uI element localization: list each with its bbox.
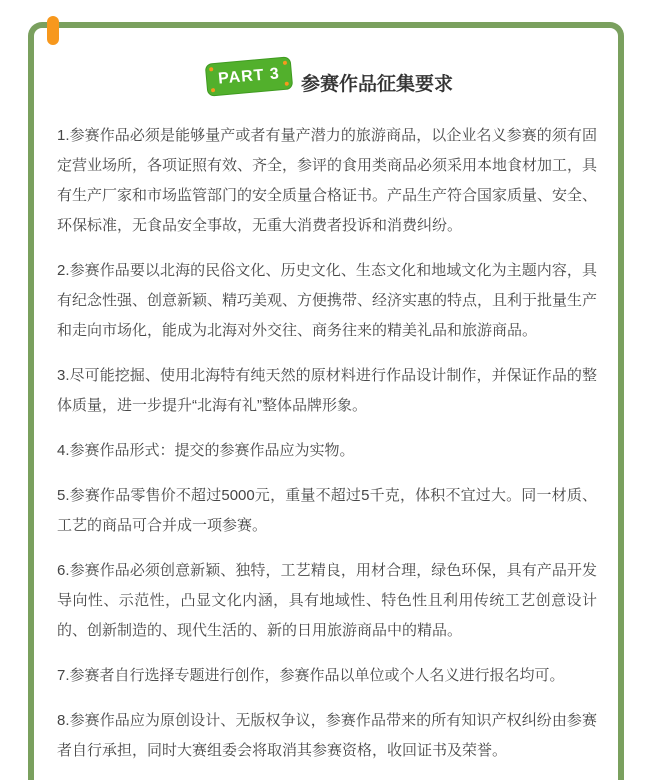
requirement-paragraph-6: 6.参赛作品必须创意新颖、独特，工艺精良，用材合理，绿色环保，具有产品开发导向性、示范性，凸显文化内涵，具有地域性、特色性且利用传统工艺创意设计的、创新制造的、现代生活的、新的日用旅游商品中的精品。 — [57, 562, 597, 639]
requirement-paragraph-3: 3.尽可能挖掘、使用北海特有纯天然的原材料进行作品设计制作，并保证作品的整体质量，进一步提升“北海有礼”整体品牌形象。 — [57, 367, 597, 414]
section-title: 参赛作品征集要求 — [301, 74, 454, 95]
requirement-paragraph-4: 4.参赛作品形式：提交的参赛作品应为实物。 — [57, 442, 355, 459]
requirement-paragraph-5: 5.参赛作品零售价不超过5000元，重量不超过5千克，体积不宜过大。同一材质、工艺的商品可合并成一项参赛。 — [57, 487, 597, 534]
orange-capsule-icon — [47, 16, 59, 45]
part-badge-label: PART 3 — [217, 64, 281, 88]
corner-dot-icon — [209, 67, 213, 71]
corner-dot-icon — [285, 82, 289, 86]
requirement-paragraph-1: 1.参赛作品必须是能够量产或者有量产潜力的旅游商品，以企业名义参赛的须有固定营业场所，各项证照有效、齐全，参评的食用类商品必须采用本地食材加工，具有生产厂家和市场监管部门的安全质量合格证书。产品生产符合国家质量、安全、环保标准，无食品安全事故，无重大消费者投诉和消费纠纷。 — [57, 127, 598, 234]
requirement-paragraph-8: 8.参赛作品应为原创设计、无版权争议，参赛作品带来的所有知识产权纠纷由参赛者自行承担，同时大赛组委会将取消其参赛资格，收回证书及荣誉。 — [57, 712, 597, 759]
requirement-paragraph-2: 2.参赛作品要以北海的民俗文化、历史文化、生态文化和地域文化为主题内容，具有纪念性强、创意新颖、精巧美观、方便携带、经济实惠的特点，且利于批量生产和走向市场化，能成为北海对外交往、商务往来的精美礼品和旅游商品。 — [57, 262, 598, 339]
corner-dot-icon — [211, 88, 215, 92]
corner-dot-icon — [283, 61, 287, 65]
requirements-text — [57, 121, 597, 766]
requirement-paragraph-7: 7.参赛者自行选择专题进行创作，参赛作品以单位或个人名义进行报名均可。 — [57, 667, 565, 684]
